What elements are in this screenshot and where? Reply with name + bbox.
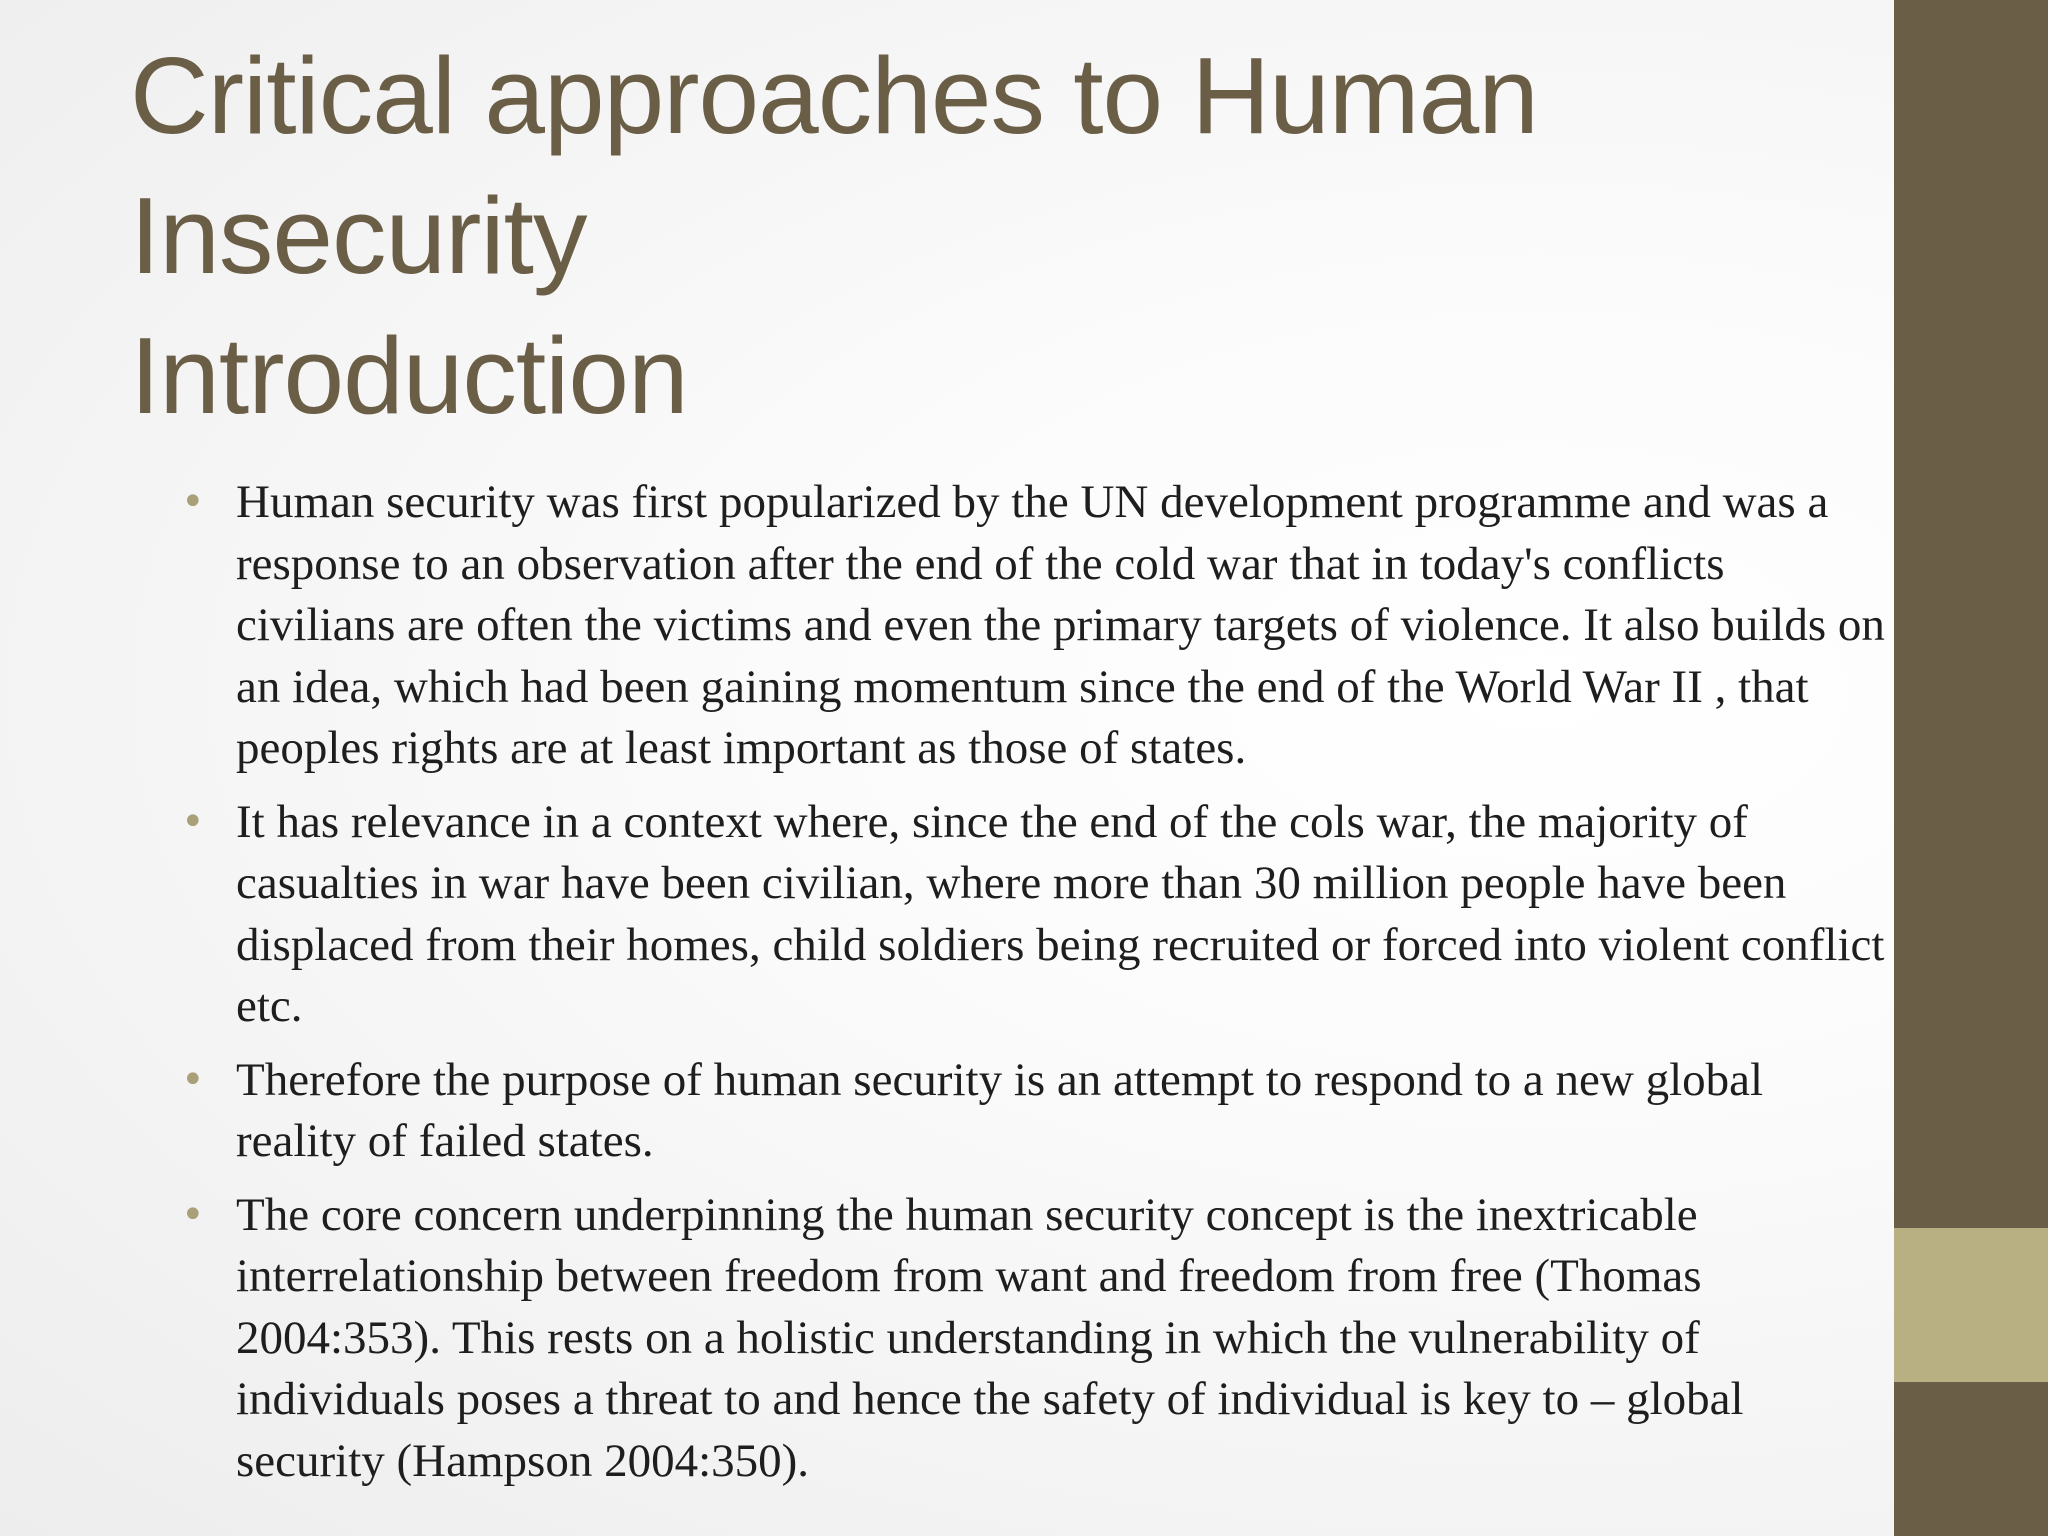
- bullet-item: [177, 1185, 1889, 1493]
- bullet-dot-icon: •: [181, 1056, 205, 1103]
- title-line-2: Insecurity: [130, 175, 587, 297]
- title-line-3: Introduction: [130, 315, 688, 437]
- bullet-text: Human security was first popularized by the UN development programme and was a response to an observation after the end of the cold war that in today's conflicts civilians are often the victims and even the primary targets of violence. It also builds on an idea, which had been gaining momentum since the end of the World War II , that peoples rights are at least important as those of states.: [236, 476, 1885, 774]
- bullet-item: [177, 1050, 1889, 1173]
- bullet-dot-icon: •: [181, 798, 205, 845]
- bullet-text: Therefore the purpose of human security is an attempt to respond to a new global reality of failed states.: [236, 1053, 1764, 1167]
- bullet-dot-icon: •: [181, 1191, 205, 1238]
- bullet-text: It has relevance in a context where, since the end of the cols war, the majority of casualties in war have been civilian, where more than 30 million people have been displaced from their homes, child soldiers being recruited or forced into violent conflict etc.: [236, 795, 1885, 1032]
- slide-title: [130, 26, 1870, 446]
- bullet-list: [177, 472, 1889, 1504]
- bullet-item: [177, 472, 1889, 780]
- bullet-dot-icon: •: [181, 479, 205, 525]
- title-line-1: Critical approaches to Human: [130, 35, 1538, 157]
- sidebar-accent-block: [1894, 1228, 2048, 1382]
- bullet-text: The core concern underpinning the human security concept is the inextricable interrelationship between freedom from want and freedom from free (Thomas 2004:353). This rests on a holistic understanding in which the vulnerability of individuals poses a threat to and hence the safety of individual is key to – global security (Hampson 2004:350).: [236, 1188, 1744, 1487]
- bullet-item: [177, 792, 1889, 1038]
